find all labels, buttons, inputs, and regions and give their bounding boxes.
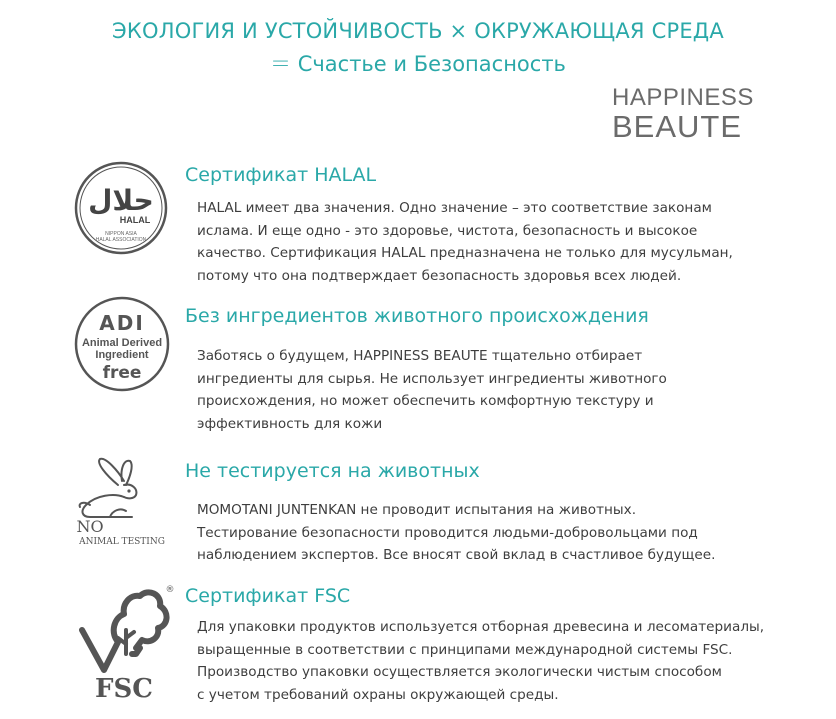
brand-line-2: BEAUTE (612, 109, 743, 144)
halal-line: ислама. И еще одно - это здоровье, чистота, безопасность и высокое (197, 222, 698, 239)
no-animal-testing-line: MOMOTANI JUNTENKAN не проводит испытания на животных. (197, 502, 637, 518)
halal-line: потому что она подтверждает безопасность здоровья всех людей. (197, 267, 682, 284)
adi-line-2: Ingredient (95, 349, 149, 361)
fsc-body (197, 616, 797, 706)
halal-title: Сертификат HALAL (185, 164, 377, 186)
no-animal-testing-title: Не тестируется на животных (185, 460, 480, 482)
adi-line-1: Animal Derived (81, 337, 163, 349)
adi-free-icon (72, 294, 172, 398)
fsc-tree-icon (74, 582, 174, 706)
brand-logo (612, 86, 754, 142)
no-animal-testing-body (197, 499, 797, 567)
fsc-line: Производство упаковки осуществляется экологически чистым способом (197, 664, 722, 680)
adi-title: Без ингредиентов животного происхождения (185, 305, 649, 327)
adi-text: ADI (99, 311, 145, 335)
halal-certificate-icon (73, 160, 169, 260)
header-title: ЭКОЛОГИЯ И УСТОЙЧИВОСТЬ × ОКРУЖАЮЩАЯ СРЕДА (112, 19, 724, 43)
fsc-line: выращенные в соответствии с принципами международной системы FSC. (197, 641, 733, 658)
halal-label-text: HALAL (119, 215, 151, 225)
halal-arabic-text: حلال (88, 184, 154, 217)
registered-mark: ® (165, 585, 174, 595)
fsc-title: Сертификат FSC (185, 585, 351, 607)
animal-testing-text: ANIMAL TESTING (79, 537, 165, 547)
halal-org-line-2: HALAL ASSOCIATION (95, 237, 147, 243)
fsc-line: с учетом требований охраны окружающей среды. (197, 686, 559, 703)
rabbit-no-animal-testing-icon (66, 455, 182, 551)
halal-line: качество. Сертификация HALAL предназначена не только для мусульман, (197, 245, 733, 261)
no-animal-testing-line: наблюдением экспертов. Все вносят свой вклад в счастливое будущее. (197, 547, 716, 563)
adi-line: ингредиенты для сырья. Не использует ингредиенты животного (197, 370, 667, 387)
header-subtitle: ＝ Счастье и Безопасность (270, 52, 566, 76)
fsc-line: Для упаковки продуктов используется отборная древесина и лесоматериалы, (197, 619, 765, 635)
halal-line: HALAL имеет два значения. Одно значение – это соответствие законам (197, 200, 712, 216)
halal-org-line-1: NIPPON ASIA (105, 231, 137, 237)
adi-line: эффективность для кожи (197, 415, 383, 432)
adi-line: Заботясь о будущем, HAPPINESS BEAUTE тщательно отбирает (197, 348, 643, 364)
adi-body (197, 345, 797, 435)
fsc-text: FSC (95, 674, 153, 702)
no-text: NO (76, 517, 104, 536)
page-header (0, 16, 836, 79)
halal-body (197, 197, 797, 287)
adi-free-text: free (102, 363, 142, 383)
brand-line-1: HAPPINESS (612, 84, 754, 111)
no-animal-testing-line: Тестирование безопасности проводится людьми-добровольцами под (197, 524, 698, 541)
adi-line: происхождения, но может обеспечить комфортную текстуру и (197, 393, 654, 409)
